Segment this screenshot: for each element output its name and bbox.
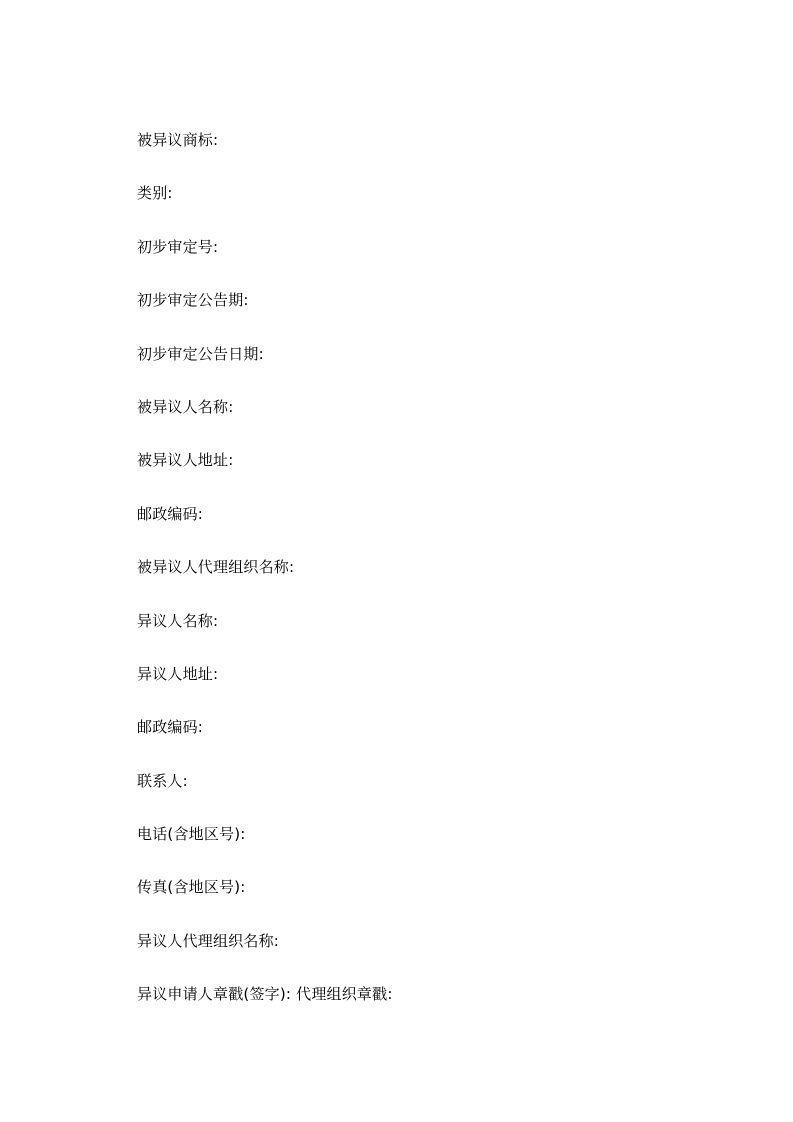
field-label-preliminary-announcement-issue: 初步审定公告期: <box>137 291 249 310</box>
field-label-opposed-party-agent-name: 被异议人代理组织名称: <box>137 558 295 577</box>
field-label-postal-code-opposed: 邮政编码: <box>137 504 204 523</box>
field-label-opponent-agent-name: 异议人代理组织名称: <box>137 931 280 950</box>
field-label-preliminary-announcement-date: 初步审定公告日期: <box>137 344 264 363</box>
field-label-seal-signature: 异议申请人章戳(签字): 代理组织章戳: <box>137 985 393 1004</box>
field-label-postal-code-opponent: 邮政编码: <box>137 718 204 737</box>
field-label-opposed-party-address: 被异议人地址: <box>137 451 234 470</box>
field-label-contact-person: 联系人: <box>137 771 188 790</box>
field-label-fax: 传真(含地区号): <box>137 878 246 897</box>
field-label-class: 类别: <box>137 184 173 203</box>
field-label-opponent-address: 异议人地址: <box>137 664 219 683</box>
field-label-preliminary-approval-number: 初步审定号: <box>137 237 219 256</box>
field-label-opponent-name: 异议人名称: <box>137 611 219 630</box>
field-label-opposed-trademark: 被异议商标: <box>137 131 219 149</box>
form-field-list <box>137 129 393 1037</box>
field-label-phone: 电话(含地区号): <box>137 825 246 844</box>
field-label-opposed-party-name: 被异议人名称: <box>137 397 234 416</box>
